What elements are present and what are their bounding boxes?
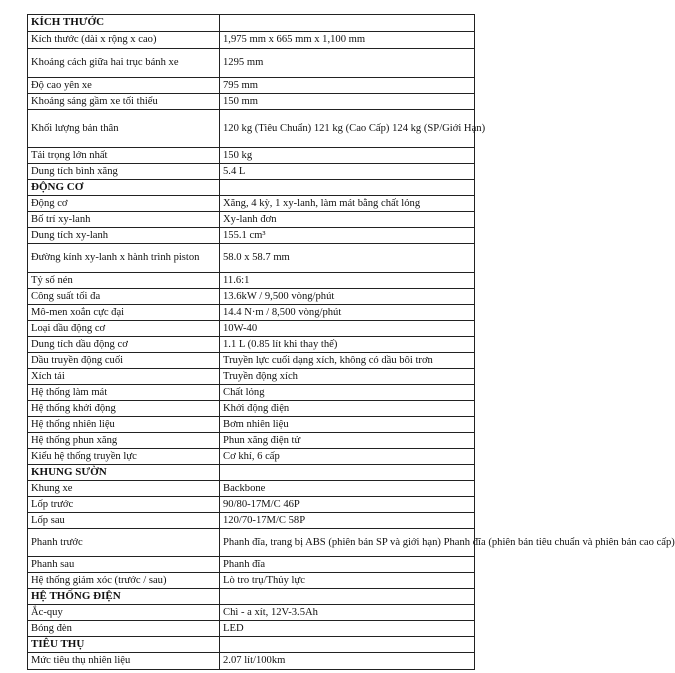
spec-label: Bóng đèn: [28, 621, 220, 637]
spec-label: Kích thước (dài x rộng x cao): [28, 32, 220, 49]
spec-row: [28, 228, 475, 244]
spec-value: Phanh đĩa: [220, 557, 475, 573]
section-title: TIÊU THỤ: [28, 637, 220, 653]
spec-row: [28, 289, 475, 305]
spec-label: Đường kính xy-lanh x hành trình piston: [28, 244, 220, 273]
spec-label: Động cơ: [28, 196, 220, 212]
spec-label: Hệ thống làm mát: [28, 385, 220, 401]
spec-row: [28, 529, 475, 557]
spec-value: 120/70-17M/C 58P: [220, 513, 475, 529]
section-title: HỆ THỐNG ĐIỆN: [28, 589, 220, 605]
spec-label: Khoảng sáng gầm xe tối thiểu: [28, 94, 220, 110]
spec-value: 5.4 L: [220, 164, 475, 180]
spec-row: [28, 417, 475, 433]
spec-row: [28, 385, 475, 401]
spec-label: Xích tải: [28, 369, 220, 385]
spec-label: Phanh sau: [28, 557, 220, 573]
spec-label: Phanh trước: [28, 529, 220, 557]
spec-row: [28, 110, 475, 148]
spec-value: 1,975 mm x 665 mm x 1,100 mm: [220, 32, 475, 49]
spec-value: Backbone: [220, 481, 475, 497]
spec-label: Mô-men xoắn cực đại: [28, 305, 220, 321]
spec-label: Hệ thống giảm xóc (trước / sau): [28, 573, 220, 589]
spec-value: 1295 mm: [220, 49, 475, 78]
section-title: KÍCH THƯỚC: [28, 15, 220, 32]
spec-row: [28, 449, 475, 465]
spec-row: [28, 481, 475, 497]
spec-value: 795 mm: [220, 78, 475, 94]
spec-row: [28, 305, 475, 321]
spec-label: Dung tích dầu động cơ: [28, 337, 220, 353]
spec-row: [28, 497, 475, 513]
spec-value: LED: [220, 621, 475, 637]
spec-value: 150 kg: [220, 148, 475, 164]
spec-row: [28, 369, 475, 385]
spec-label: Ắc-quy: [28, 605, 220, 621]
spec-row: [28, 78, 475, 94]
spec-value: Cơ khí, 6 cấp: [220, 449, 475, 465]
spec-row: [28, 605, 475, 621]
spec-value: Lò tro trụ/Thủy lực: [220, 573, 475, 589]
spec-value: Phanh đĩa, trang bị ABS (phiên bản SP và giới hạn) Phanh đĩa (phiên bản tiêu chuẩn và phiên bản cao cấp): [220, 529, 475, 557]
spec-label: Dung tích xy-lanh: [28, 228, 220, 244]
section-header-row: [28, 465, 475, 481]
spec-label: Hệ thống khởi động: [28, 401, 220, 417]
spec-row: [28, 196, 475, 212]
section-header-row: [28, 637, 475, 653]
spec-value: 120 kg (Tiêu Chuẩn) 121 kg (Cao Cấp) 124 kg (SP/Giới Hạn): [220, 110, 475, 148]
spec-value: 58.0 x 58.7 mm: [220, 244, 475, 273]
spec-value: Phun xăng điện tử: [220, 433, 475, 449]
section-header-row: [28, 180, 475, 196]
spec-value: Truyền động xích: [220, 369, 475, 385]
spec-row: [28, 337, 475, 353]
spec-label: Độ cao yên xe: [28, 78, 220, 94]
spec-value: 13.6kW / 9,500 vòng/phút: [220, 289, 475, 305]
spec-label: Hệ thống phun xăng: [28, 433, 220, 449]
spec-label: Bố trí xy-lanh: [28, 212, 220, 228]
spec-row: [28, 164, 475, 180]
spec-label: Kiểu hệ thống truyền lực: [28, 449, 220, 465]
spec-label: Khoảng cách giữa hai trục bánh xe: [28, 49, 220, 78]
spec-table: [27, 14, 675, 670]
spec-row: [28, 273, 475, 289]
spec-row: [28, 557, 475, 573]
spec-label: Lốp trước: [28, 497, 220, 513]
section-empty-cell: [220, 465, 475, 481]
spec-row: [28, 94, 475, 110]
spec-label: Khối lượng bản thân: [28, 110, 220, 148]
spec-value: 10W-40: [220, 321, 475, 337]
spec-value: 1.1 L (0.85 lít khi thay thế): [220, 337, 475, 353]
spec-row: [28, 573, 475, 589]
spec-value: 150 mm: [220, 94, 475, 110]
spec-value: 155.1 cm³: [220, 228, 475, 244]
spec-value: Xy-lanh đơn: [220, 212, 475, 228]
section-empty-cell: [220, 637, 475, 653]
spec-label: Khung xe: [28, 481, 220, 497]
spec-row: [28, 621, 475, 637]
spec-label: Hệ thống nhiên liệu: [28, 417, 220, 433]
spec-value: Bơm nhiên liệu: [220, 417, 475, 433]
spec-label: Công suất tối đa: [28, 289, 220, 305]
section-empty-cell: [220, 180, 475, 196]
spec-sheet: [27, 14, 675, 670]
spec-label: Tải trọng lớn nhất: [28, 148, 220, 164]
spec-row: [28, 653, 475, 670]
spec-label: Loại dầu động cơ: [28, 321, 220, 337]
spec-value: Truyền lực cuối dạng xích, không có dầu bôi trơn: [220, 353, 475, 369]
spec-value: 11.6:1: [220, 273, 475, 289]
spec-value: Chì - a xít, 12V-3.5Ah: [220, 605, 475, 621]
spec-row: [28, 49, 475, 78]
spec-label: Tỷ số nén: [28, 273, 220, 289]
spec-row: [28, 148, 475, 164]
spec-value: Chất lỏng: [220, 385, 475, 401]
spec-value: 2.07 lít/100km: [220, 653, 475, 670]
spec-value: 14.4 N·m / 8,500 vòng/phút: [220, 305, 475, 321]
spec-row: [28, 401, 475, 417]
spec-table-body: [28, 15, 675, 670]
spec-label: Dung tích bình xăng: [28, 164, 220, 180]
section-title: ĐỘNG CƠ: [28, 180, 220, 196]
section-header-row: [28, 15, 475, 32]
spec-row: [28, 513, 475, 529]
spec-value: Xăng, 4 kỳ, 1 xy-lanh, làm mát bằng chất lỏng: [220, 196, 475, 212]
spec-label: Mức tiêu thụ nhiên liệu: [28, 653, 220, 670]
spec-row: [28, 244, 475, 273]
spec-value: Khởi động điện: [220, 401, 475, 417]
spec-value: 90/80-17M/C 46P: [220, 497, 475, 513]
section-title: KHUNG SƯỜN: [28, 465, 220, 481]
section-header-row: [28, 589, 475, 605]
spec-row: [28, 212, 475, 228]
spec-row: [28, 433, 475, 449]
section-empty-cell: [220, 15, 475, 32]
spec-row: [28, 32, 475, 49]
spec-row: [28, 353, 475, 369]
section-empty-cell: [220, 589, 475, 605]
spec-row: [28, 321, 475, 337]
spec-label: Dầu truyền động cuối: [28, 353, 220, 369]
spec-label: Lốp sau: [28, 513, 220, 529]
